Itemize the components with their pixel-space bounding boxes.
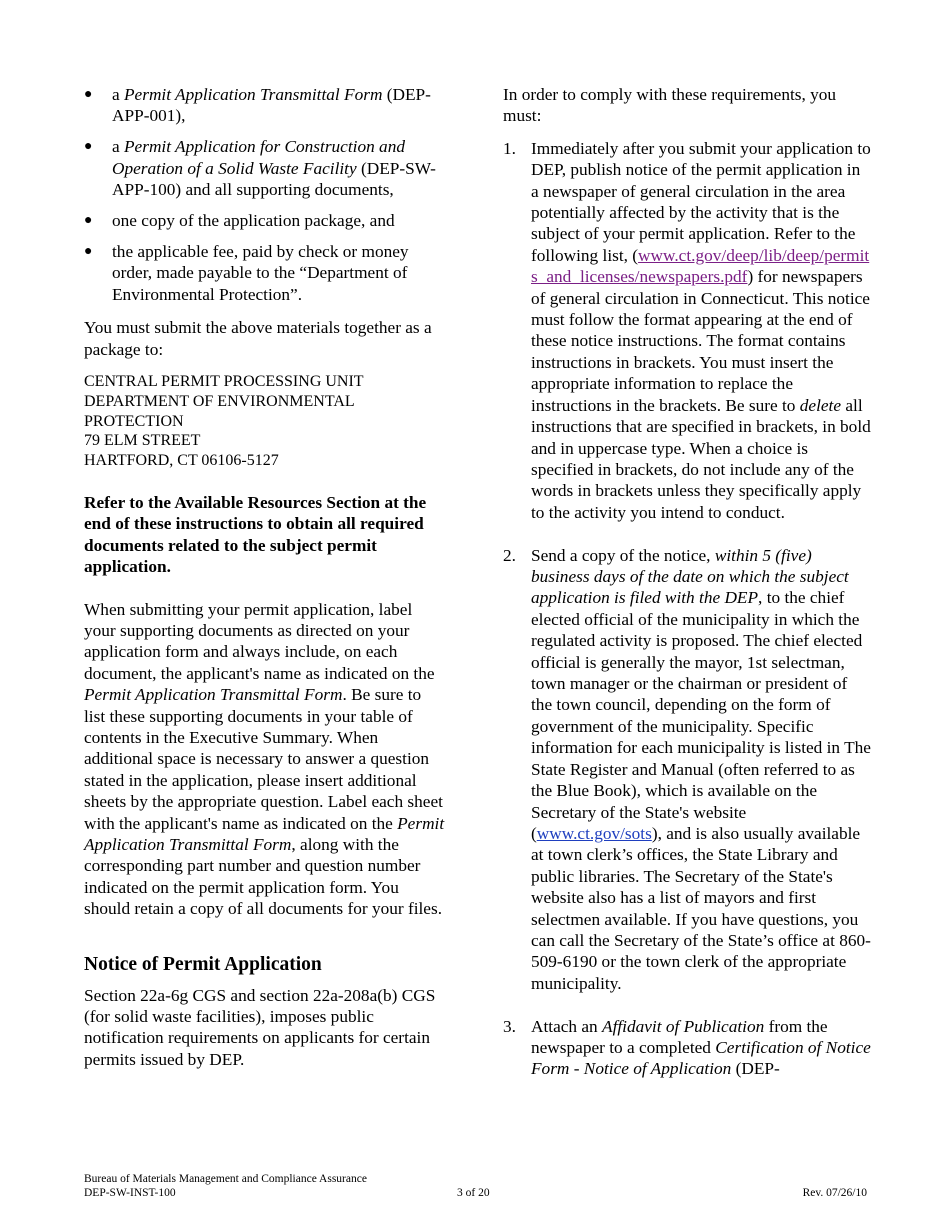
list-item-step-3: 3. Attach an Affidavit of Publication from the newspaper to a completed Certification of Notice Form - Notice of Application (DEP- — [503, 1016, 871, 1079]
footer-bureau: Bureau of Materials Management and Compliance Assurance — [84, 1173, 367, 1185]
bullet-icon: ● — [84, 87, 93, 102]
list-item: ● a Permit Application Transmittal Form (DEP-APP-001), — [84, 85, 431, 126]
page-footer — [84, 1172, 867, 1200]
bullet-icon: ● — [84, 213, 93, 229]
right-column — [503, 84, 871, 1080]
footer-doc-id: DEP-SW-INST-100 — [84, 1187, 176, 1199]
required-materials-list — [84, 84, 446, 305]
left-column — [84, 84, 446, 1070]
list-item: ● one copy of the application package, and — [84, 211, 395, 231]
footer-revision: Rev. 07/26/10 — [802, 1187, 867, 1199]
requirements-intro: In order to comply with these requirements, you must: — [503, 85, 837, 126]
secretary-of-state-link[interactable]: www.ct.gov/sots — [536, 823, 652, 843]
notice-steps-list — [503, 138, 871, 1080]
list-item-step-1: 1. Immediately after you submit your application to DEP, publish notice of the permit application in a newspaper of general circulation in the area potentially affected by the activity that is the subject of your permit application. Refer to the following list, (www.ct.gov/deep/lib/deep/permits_and_licenses/newspapers.pdf) for newspapers of general circulation in Connecticut. This notice must follow the format appearing at the end of these notice instructions. The format contains instructions in brackets. You must insert the appropriate information to replace the instructions in the brackets. Be sure to delete all instructions that are specified in brackets, in bold and in uppercase type. When a choice is specified in brackets, do not include any of the words in brackets unless they specifically apply to the activity you intend to conduct. — [503, 138, 871, 522]
section-heading: Notice of Permit Application — [84, 953, 322, 975]
mailing-address: CENTRAL PERMIT PROCESSING UNIT DEPARTMENT OF ENVIRONMENTAL PROTECTION 79 ELM STREET HARTFORD, CT 06106-5127 — [84, 372, 364, 470]
list-item: ● a Permit Application for Construction and Operation of a Solid Waste Facility (DEP-SW-APP-100) and all supporting documents, — [84, 137, 436, 200]
labeling-paragraph: When submitting your permit application, label your supporting documents as directed on your application form and always include, on each document, the applicant's name as indicated on the Permit Application Transmittal Form. Be sure to list these supporting documents in your table of contents in the Executive Summary. When additional space is necessary to answer a question stated in the application, please insert additional sheets by the appropriate question. Label each sheet with the applicant's name as indicated on the Permit Application Transmittal Form, along with the corresponding part number and question number indicated on the permit application form. You should retain a copy of all documents for your files. — [84, 599, 445, 919]
newspapers-list-link[interactable]: www.ct.gov/deep/lib/deep/permits_and_licenses/newspapers.pdf — [531, 245, 870, 287]
bullet-icon: ● — [84, 243, 93, 259]
bullet-icon: ● — [84, 139, 93, 155]
list-item-step-2: 2. Send a copy of the notice, within 5 (five) business days of the date on which the subject application is filed with the DEP, to the chief elected official of the municipality in which the regulated activity is proposed. The chief elected official is generally the mayor, 1st selectman, town manager or the chairman or president of the town council, depending on the form of government of the municipality. Specific information for each municipality is listed in The State Register and Manual (often referred to as the Blue Book), which is available on the Secretary of the State's website (www.ct.gov/sots), and is also usually available at town clerk’s offices, the State Library and public libraries. The Secretary of the State's website also has a list of mayors and first selectmen available. If you have questions, you can call the Secretary of the State’s office at 860-509-6190 or the town clerk of the appropriate municipality. — [503, 545, 871, 993]
resources-note: Refer to the Available Resources Section at the end of these instructions to obtain all required documents related to the subject permit application. — [84, 492, 427, 577]
section-intro: Section 22a-6g CGS and section 22a-208a(b) CGS (for solid waste facilities), imposes public notification requirements on applicants for certain permits issued by DEP. — [84, 985, 436, 1069]
footer-page-number: 3 of 20 — [457, 1187, 490, 1199]
submit-intro: You must submit the above materials together as a package to: — [84, 318, 432, 359]
list-item: ● the applicable fee, paid by check or money order, made payable to the “Department of Environmental Protection”. — [84, 241, 409, 304]
